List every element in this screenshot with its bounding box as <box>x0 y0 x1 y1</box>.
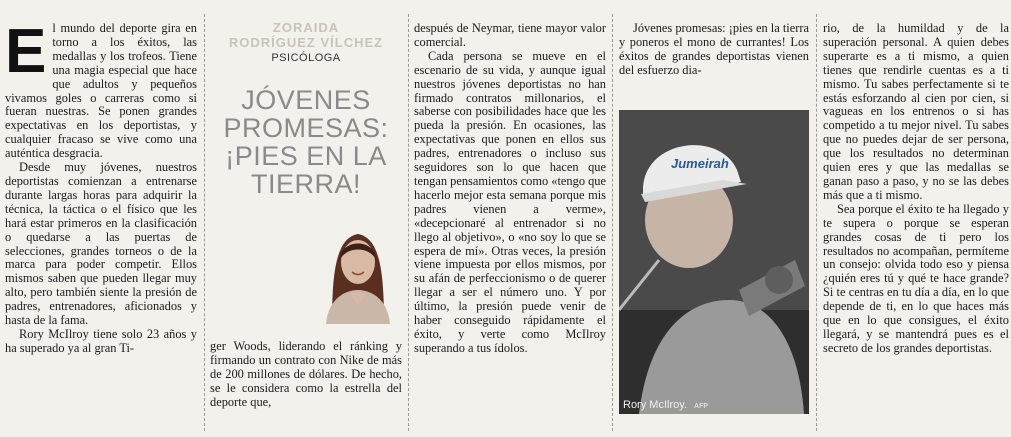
col5-paragraph-1: rio, de la humildad y de la superación personal. A quien debes superarte es a ti mismo, a quien tienes que rendirle cuentas es a ti mismo. Tu sabes perfectamente si te estás esforzando al cien por cien, si vagueas en los entrenos o si has competido a tu mejor nivel. Tu sabes que no puedes dejar de ser persona, que los resultados no determinan quien eres y que las medallas se ganan paso a paso, y no se las debes más que a ti mismo. <box>823 21 1009 202</box>
headline-line-2: PROMESAS: <box>223 113 389 143</box>
col3-paragraph-1: después de Neymar, tiene mayor valor comercial. <box>414 21 606 49</box>
cap-logo-text: Jumeirah <box>671 156 729 171</box>
column-divider <box>816 14 817 431</box>
article-column-5 <box>823 0 1009 437</box>
col4-paragraph-1: Jóvenes promesas: ¡pies en la tierra y poneros el mono de currantes! Los éxitos de grandes deportistas vienen del esfuerzo dia- <box>619 21 809 77</box>
article-column-2 <box>210 0 402 437</box>
photo-caption-name: Rory McIlroy. <box>623 399 687 411</box>
headline-line-3: ¡PIES EN LA <box>225 141 387 171</box>
headline-line-4: TIERRA! <box>250 169 361 199</box>
headline-line-1: JÓVENES <box>241 85 371 115</box>
author-name <box>210 20 402 50</box>
col3-paragraph-2: Cada persona se mueve en el escenario de su vida, y aunque igual nuestros jóvenes deportistas no han firmado contratos millonarios, el saberse con posibilidades hace que les pueda la presión. En ocasiones, las expectativas que ponen en ellos sus padres, entrenadores o incluso sus seguidores son lo que hacen que tengan pensamientos como «tengo que hacerlo mejor esta semana porque mis padres vienen a verme», «decepcionaré al entrenador si no llego al objetivo», o «no soy lo que se espera de mí». Otras veces, la presión viene impuesta por ellos mismos, por su afán de perfeccionismo o de querer llegar a ser el número uno. Y por último, la presión puede venir de haber conseguido rápidamente el éxito, y verte como McIlroy superando a tus ídolos. <box>414 48 607 355</box>
drop-cap: E <box>5 17 47 86</box>
article-column-3 <box>414 0 606 437</box>
col5-paragraph-2: Sea porque el éxito te ha llegado y te supera o porque se esperan grandes cosas de ti pero los resultados no acompañan, permíteme un consejo: olvida todo eso y piensa ¿quién eres tú y qué te hace grande? Si te centras en tu día a día, en lo que depende de ti, en lo que haces más que en lo que consigues, el éxito llegará, y se mantendrá pues es el secreto de los grandes deportistas. <box>823 201 1009 355</box>
author-name-line-2: RODRÍGUEZ VÍLCHEZ <box>228 35 384 50</box>
author-portrait <box>318 214 398 324</box>
golfer-illustration <box>619 110 809 414</box>
column-divider <box>204 14 205 431</box>
column-divider <box>612 14 613 431</box>
col2-paragraph-1: ger Woods, liderando el ránking y firmando un contrato con Nike de más de 200 millones de dólares. De hecho, se le considera como la estrella del deporte que, <box>210 339 402 409</box>
col1-paragraph-3: Rory McIlroy tiene solo 23 años y ha superado ya al gran Ti- <box>5 326 197 355</box>
col1-paragraph-1: l mundo del deporte gira en torno a los éxitos, las medallas y los trofeos. Tiene una magia especial que hace que adultos y pequeños vivamos goles o carreras como si fueran nuestras. Se ponen grandes expectativas en los deportistas, y cualquier fracaso se vive como una auténtica desgracia. <box>5 21 197 161</box>
col1-paragraph-2: Desde muy jóvenes, nuestros deportistas comienzan a entrenarse durante largas horas para adquirir la técnica, la táctica o el físico que les hará estar primeros en la clasificación o quedarse a las puertas de selecciones, grandes torneos o de la marca para poder competir. Ellos mismos saben que pueden llegar muy alto, pero también siente la presión de padres, entrenadores, aficionados y hasta de la fama. <box>5 160 197 328</box>
athlete-photo <box>619 110 809 414</box>
photo-credit: AFP <box>694 403 709 410</box>
headline <box>210 86 402 198</box>
author-name-line-1: ZORAIDA <box>272 20 340 35</box>
article-column-1 <box>5 0 197 437</box>
author-role: PSICÓLOGA <box>271 52 341 64</box>
column-divider <box>408 14 409 431</box>
photo-caption <box>623 399 708 411</box>
